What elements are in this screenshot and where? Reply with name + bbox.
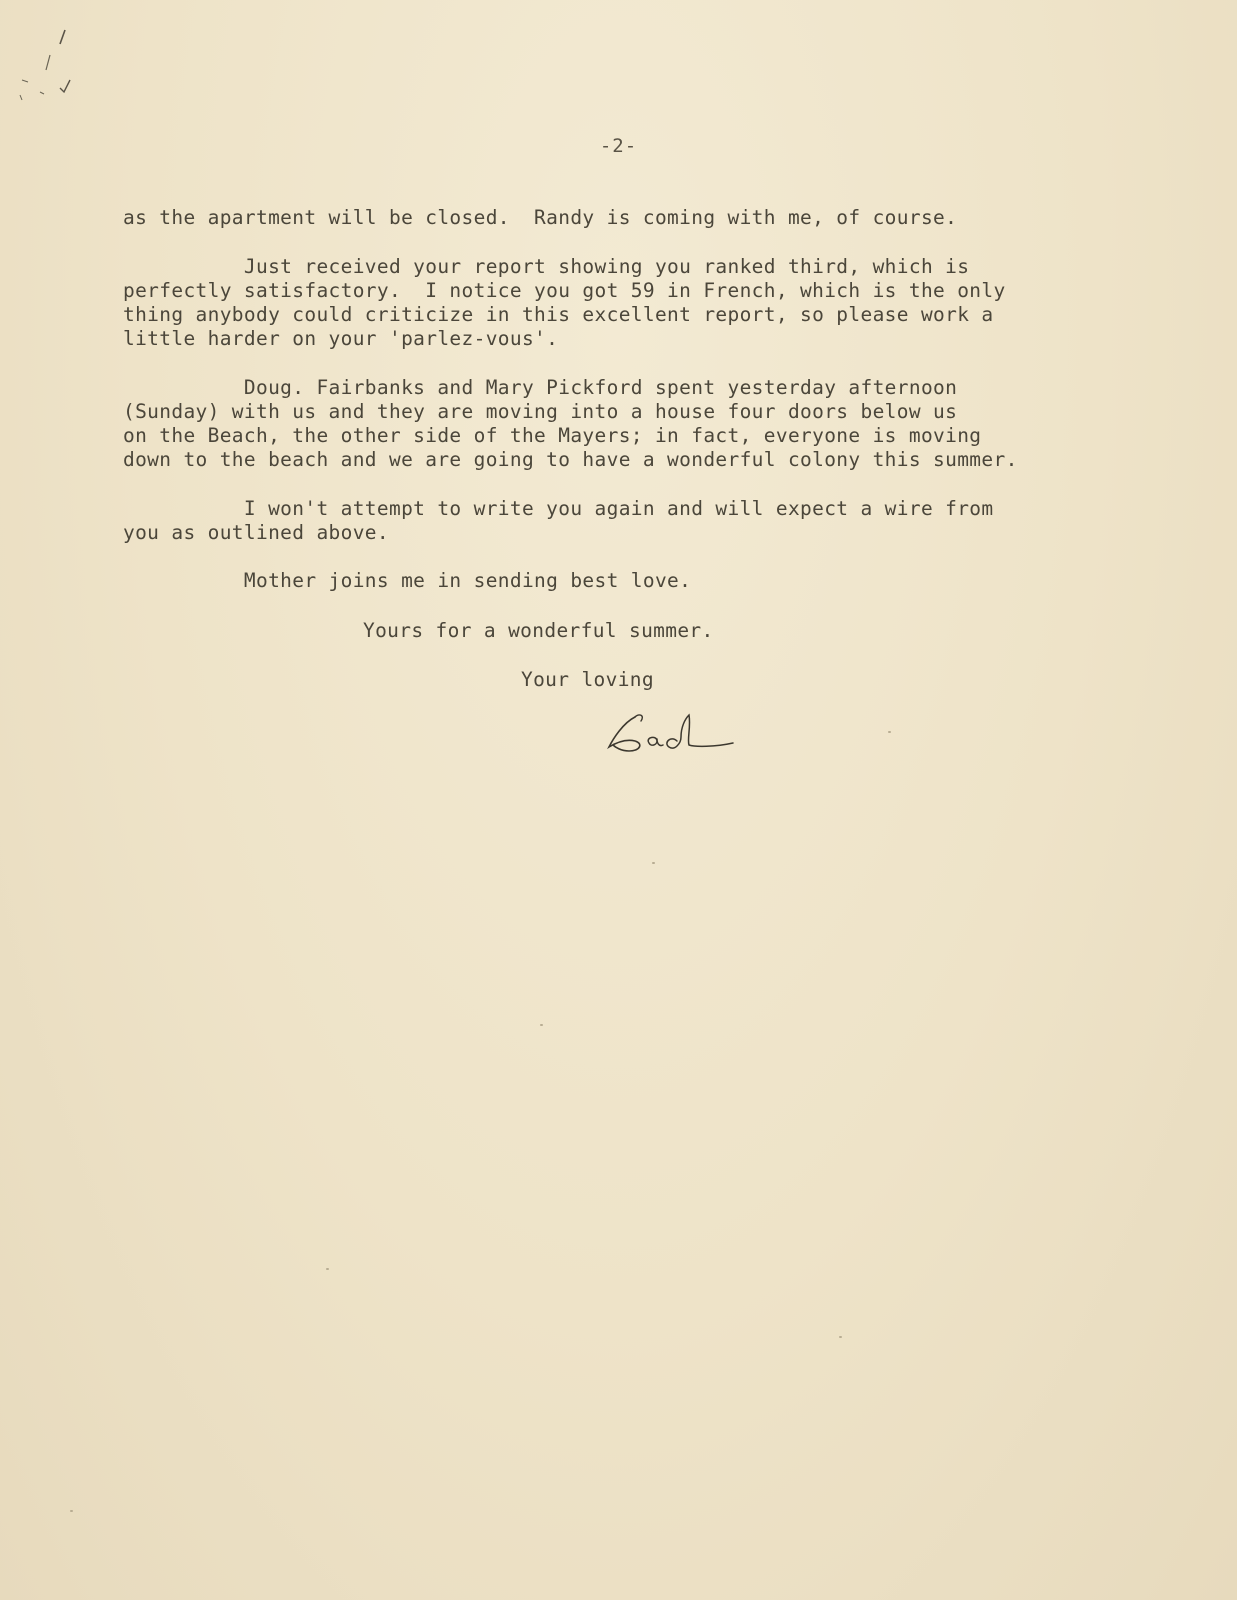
text-line: perfectly satisfactory. I notice you got 59 in French, which is the only — [123, 279, 1006, 302]
paper-speck — [70, 1510, 73, 1512]
closing-salutation: Your loving — [521, 668, 654, 691]
paper-speck — [652, 862, 655, 864]
text-line: (Sunday) with us and they are moving into a house four doors below us — [123, 400, 958, 423]
text-line: down to the beach and we are going to have a wonderful colony this summer. — [123, 448, 1018, 471]
paper-speck — [888, 731, 891, 733]
text-line: little harder on your 'parlez-vous'. — [123, 327, 559, 350]
closing-line: Yours for a wonderful summer. — [363, 619, 714, 642]
paper-speck — [839, 1336, 842, 1338]
page-number: -2- — [599, 135, 638, 157]
text-line: Mother joins me in sending best love. — [123, 569, 692, 592]
handwritten-signature — [605, 705, 755, 765]
text-line: I won't attempt to write you again and will expect a wire from — [123, 497, 994, 520]
text-line: on the Beach, the other side of the Mayers; in fact, everyone is moving — [123, 424, 982, 447]
text-line: you as outlined above. — [123, 521, 389, 544]
paper-speck — [540, 1024, 543, 1026]
text-line: Just received your report showing you ranked third, which is — [123, 255, 970, 278]
text-line: thing anybody could criticize in this excellent report, so please work a — [123, 303, 994, 326]
margin-pencil-marks — [10, 10, 90, 120]
text-line: Doug. Fairbanks and Mary Pickford spent yesterday afternoon — [123, 376, 958, 399]
paper-speck — [326, 1268, 329, 1270]
text-line: as the apartment will be closed. Randy is coming with me, of course. — [123, 206, 958, 229]
